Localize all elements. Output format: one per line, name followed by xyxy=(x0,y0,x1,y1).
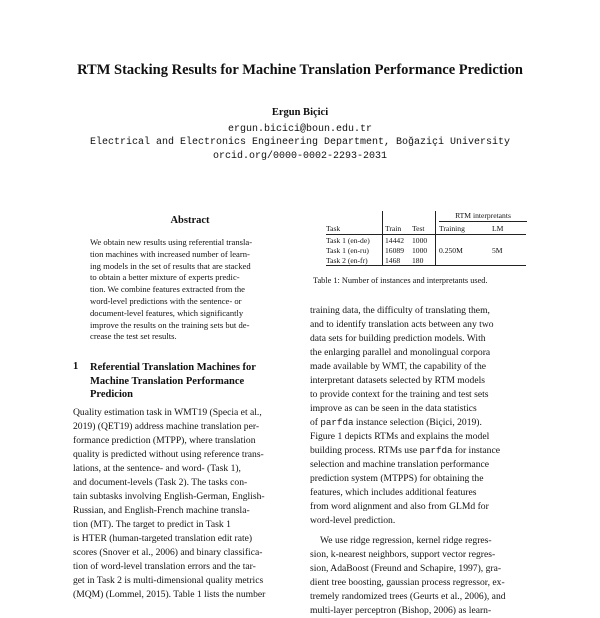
body-line: sion, k-nearest neighbors, support vector regres- xyxy=(310,549,496,560)
section-title-line: Predicion xyxy=(90,389,133,400)
body-line: improve as can be seen in the data statistics xyxy=(310,403,477,414)
table-header-cell: Task xyxy=(326,224,341,233)
abstract-line: word-level predictions with the sentence- or xyxy=(90,295,242,306)
table-cell-interp-training: 0.250M xyxy=(439,246,463,255)
body-line: formance prediction (MTPP), where translation xyxy=(73,435,256,446)
body-line: Figure 1 depicts RTMs and explains the model xyxy=(310,431,490,442)
body-line: Russian, and English-French machine transla- xyxy=(73,505,250,516)
abstract-line: tion machines with increased number of learn- xyxy=(90,248,250,259)
author-affiliation: Electrical and Electronics Engineering Department, Boğaziçi University xyxy=(89,137,511,148)
author-orcid: orcid.org/0000-0002-2293-2031 xyxy=(212,151,388,162)
table-cell-train: 16089 xyxy=(385,246,404,255)
body-line: to provide context for the training and test sets xyxy=(310,389,489,400)
body-text: instance selection (Biçici, 2019). xyxy=(353,417,482,428)
code-term: parfda xyxy=(320,417,354,428)
body-line: is HTER (human-targeted translation edit rate) xyxy=(73,533,253,544)
body-line: made available by WMT, the capability of the xyxy=(310,361,486,372)
body-line: tion of word-level translation errors and the tar- xyxy=(73,561,256,572)
body-line: tremely randomized trees (Geurts et al., 2006), and xyxy=(310,591,506,602)
author-email: ergun.bicici@boun.edu.tr xyxy=(227,124,373,135)
body-line: data sets for building prediction models. With xyxy=(310,333,486,344)
table-row xyxy=(326,236,526,246)
body-line: tain subtasks involving English-German, English- xyxy=(73,491,265,502)
table-group-header: RTM interpretants xyxy=(455,211,511,220)
body-line xyxy=(310,444,528,458)
body-line: interpretant datasets selected by RTM models xyxy=(310,375,485,386)
section-title xyxy=(90,361,290,402)
left-column-body xyxy=(73,406,291,602)
table-header-row xyxy=(326,224,526,234)
table-cell-task: Task 1 (en-ru) xyxy=(326,246,369,255)
body-line: 2019) (QET19) address machine translation per- xyxy=(73,421,260,432)
table-cell-interp-lm: 5M xyxy=(492,246,503,255)
body-line: prediction system (MTPPS) for obtaining the xyxy=(310,473,484,484)
code-term: parfda xyxy=(419,445,453,456)
body-line: sion, AdaBoost (Freund and Schapire, 1997), gra- xyxy=(310,563,502,574)
abstract-line: improve the results on the training sets but de- xyxy=(90,319,250,330)
table-cell-test: 1000 xyxy=(412,236,428,245)
body-line: lations, at the sentence- and word- (Task 1), xyxy=(73,463,241,474)
body-line: quality is predicted without using reference trans- xyxy=(73,449,264,460)
body-line: selection and machine translation performance xyxy=(310,459,490,470)
body-line: from word alignment and also from GLMd for xyxy=(310,501,489,512)
table-vertical-rule xyxy=(382,211,383,266)
abstract-line: to obtain a better mixture of experts predic- xyxy=(90,272,240,283)
section-number: 1 xyxy=(73,361,79,372)
body-line: multi-layer perceptron (Bishop, 2006) as learn- xyxy=(310,605,492,616)
author-name: Ergun Biçici xyxy=(271,107,329,118)
body-line: Quality estimation task in WMT19 (Specia et al., xyxy=(73,407,262,418)
body-line: dient tree boosting, gaussian process regressor, ex- xyxy=(310,577,505,588)
table-bottom-rule xyxy=(326,265,526,266)
table-header-cell: Training xyxy=(439,224,465,233)
section-title-line: Machine Translation Performance xyxy=(90,375,245,387)
table-group-rule xyxy=(439,221,527,222)
table-cell-task: Task 2 (en-fr) xyxy=(326,256,368,265)
body-line: get in Task 2 is multi-dimensional quality metrics xyxy=(73,575,264,586)
body-text: building process. RTMs use xyxy=(310,445,420,456)
abstract-line: ing models in the set of results that are stacked xyxy=(90,260,251,271)
body-line: tion (MT). The target to predict in Task 1 xyxy=(73,519,231,530)
body-line: word-level prediction. xyxy=(310,515,396,526)
table-vertical-rule xyxy=(435,211,436,266)
abstract-line: tion. We combine features extracted from the xyxy=(90,284,245,295)
paper-title: RTM Stacking Results for Machine Translation Performance Prediction xyxy=(77,62,523,78)
table-header-cell: Train xyxy=(385,224,402,233)
abstract-line: We obtain new results using referential transla- xyxy=(90,237,253,247)
table-header-rule xyxy=(326,234,526,235)
body-line: and to identify translation acts between any two xyxy=(310,319,494,330)
table-cell-train: 14442 xyxy=(385,236,404,245)
table-cell-task: Task 1 (en-de) xyxy=(326,236,370,245)
body-text: of xyxy=(310,417,321,428)
body-text: for instance xyxy=(452,445,500,456)
table-cell-test: 180 xyxy=(412,256,424,265)
table-row xyxy=(326,246,526,256)
section-title-line: Referential Translation Machines for xyxy=(90,362,256,373)
body-line: the enlarging parallel and monolingual corpora xyxy=(310,347,491,358)
table-header-cell: Test xyxy=(412,224,425,233)
body-line: scores (Snover et al., 2006) and binary classifica- xyxy=(73,547,263,558)
body-line: and document-levels (Task 2). The tasks con- xyxy=(73,477,248,488)
table-caption: Table 1: Number of instances and interpretants used. xyxy=(313,276,488,285)
right-column-body xyxy=(310,304,528,618)
table-cell-train: 1468 xyxy=(385,256,401,265)
table-cell-test: 1000 xyxy=(412,246,428,255)
table-header-cell: LM xyxy=(492,224,504,233)
body-line: training data, the difficulty of translating them, xyxy=(310,305,490,316)
abstract-body xyxy=(90,237,290,343)
body-line: features, which includes additional features xyxy=(310,487,477,498)
abstract-line: document-level features, which significantly xyxy=(90,307,244,318)
body-line: (MQM) (Lommel, 2015). Table 1 lists the number xyxy=(73,589,266,600)
body-line: We use ridge regression, kernel ridge regres- xyxy=(320,535,492,546)
body-line xyxy=(310,416,528,430)
abstract-heading: Abstract xyxy=(170,215,210,226)
abstract-line: crease the test set results. xyxy=(90,331,177,342)
